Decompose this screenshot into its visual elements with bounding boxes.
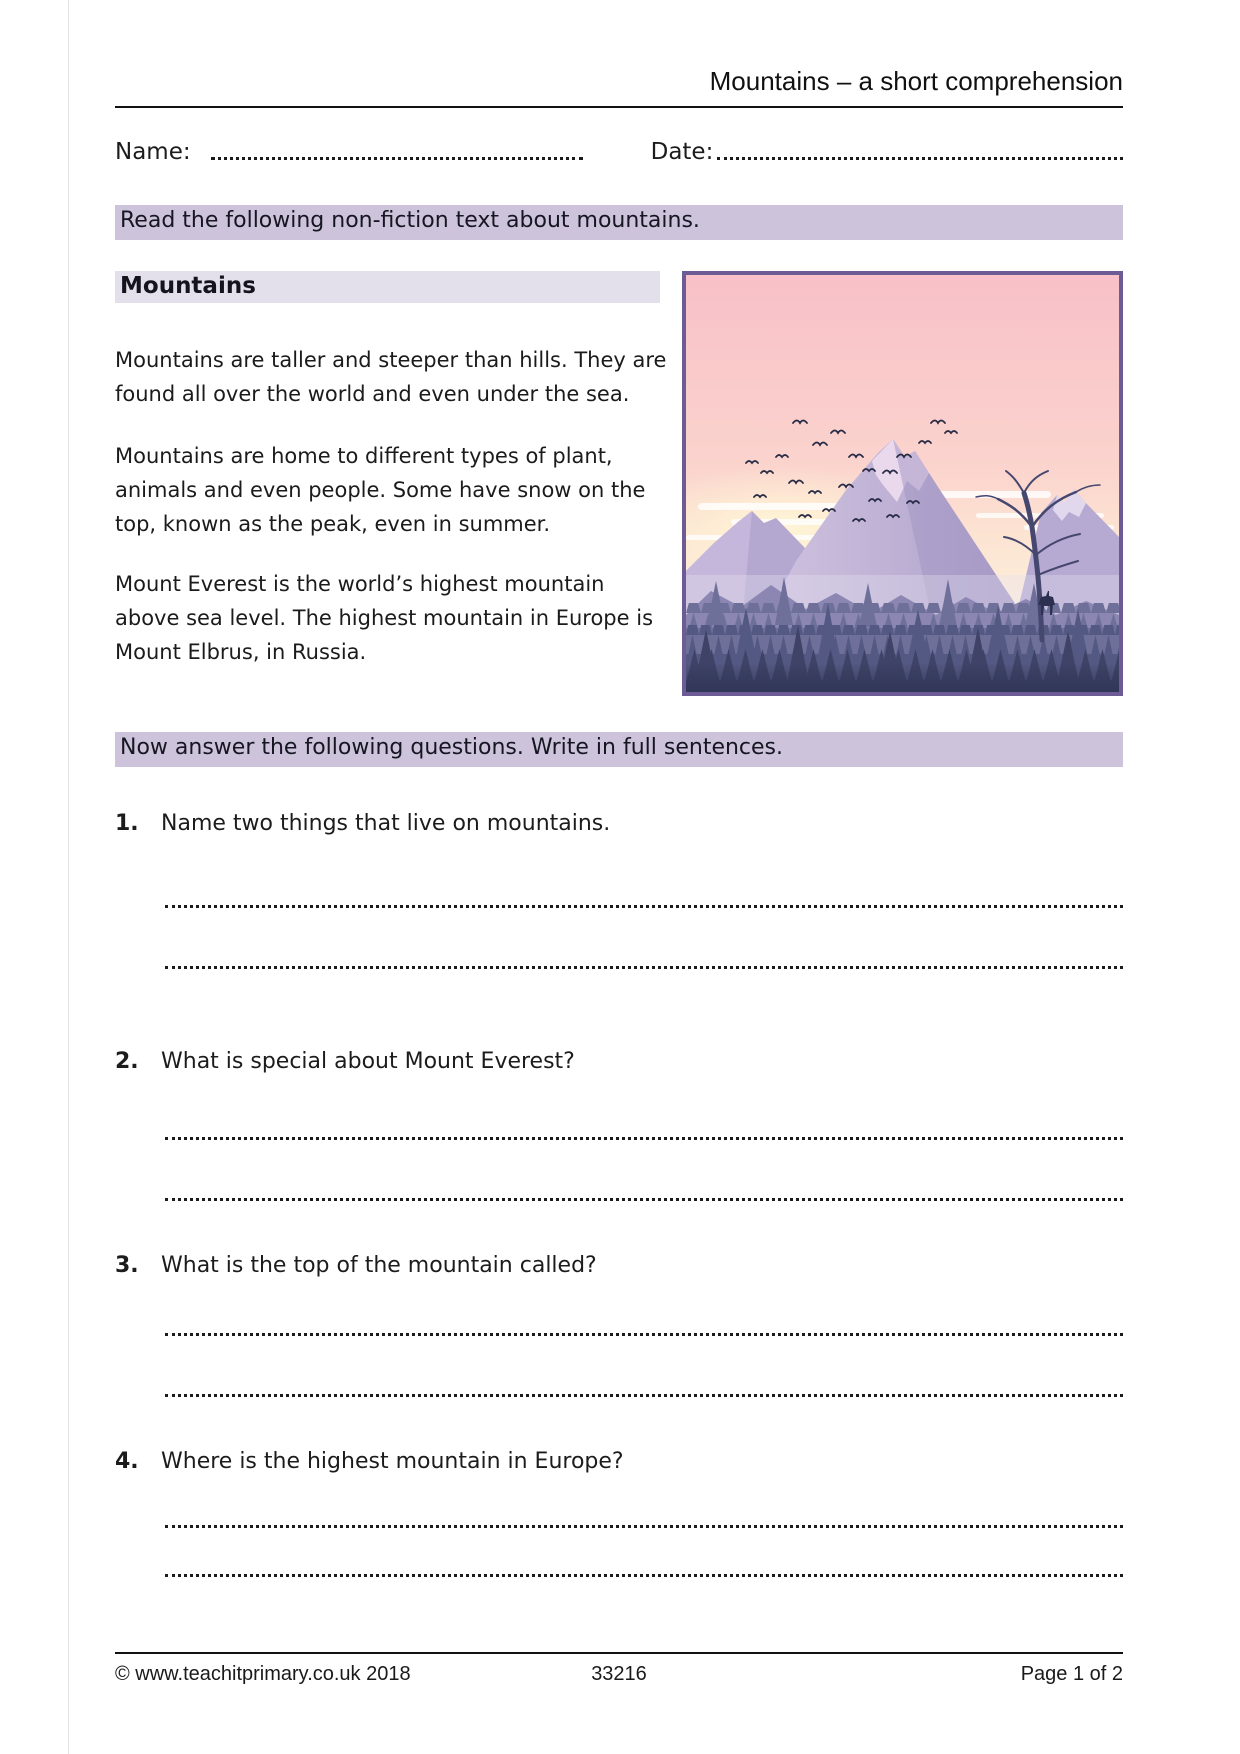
question-1-number: 1. [115,811,139,836]
question-1-answer-line-1[interactable] [165,905,1123,908]
question-1-text: Name two things that live on mountains. [161,811,611,836]
question-3-number: 3. [115,1253,139,1278]
footer-copyright: © www.teachitprimary.co.uk 2018 [115,1663,411,1685]
question-1-answer-line-2[interactable] [165,966,1123,969]
question-3-answer-line-1[interactable] [165,1333,1123,1336]
question-2-text: What is special about Mount Everest? [161,1049,575,1074]
passage-paragraph-2: Mountains are home to different types of plant, animals and even people. Some have snow on the top, known as the peak, even in summer. [115,444,646,536]
passage-paragraph-1: Mountains are taller and steeper than hills. They are found all over the world and even under the sea. [115,348,667,406]
footer-document-id: 33216 [591,1663,647,1685]
name-label: Name: [115,139,191,165]
mountain-landscape-illustration [682,271,1123,696]
passage-heading: Mountains [115,271,660,303]
footer-page-number: Page 1 of 2 [1020,1663,1123,1685]
name-fill-in-line[interactable] [211,157,583,160]
question-4-number: 4. [115,1449,139,1474]
passage-paragraph-3: Mount Everest is the world’s highest mountain above sea level. The highest mountain in Europe is Mount Elbrus, in Russia. [115,572,654,664]
read-instruction-bar: Read the following non-fiction text about mountains. [115,205,1123,240]
question-4-answer-line-2[interactable] [165,1574,1123,1577]
question-3 [115,1251,1123,1397]
page-footer [115,1652,1123,1686]
mountain-illustration-svg [686,275,1119,692]
question-2-answer-line-2[interactable] [165,1198,1123,1201]
passage-section [115,271,1123,704]
name-date-row [115,135,1123,165]
date-label: Date: [650,139,714,165]
question-3-text: What is the top of the mountain called? [161,1253,597,1278]
date-fill-in-line[interactable] [717,157,1123,160]
question-4-text: Where is the highest mountain in Europe? [161,1449,624,1474]
question-2-number: 2. [115,1049,139,1074]
answer-instruction-bar: Now answer the following questions. Write in full sentences. [115,732,1123,767]
question-3-answer-line-2[interactable] [165,1394,1123,1397]
title-rule [115,106,1123,108]
question-4 [115,1447,1123,1577]
question-2-answer-line-1[interactable] [165,1137,1123,1140]
page-edge-line [68,0,69,1754]
question-4-answer-line-1[interactable] [165,1525,1123,1528]
page-title: Mountains – a short comprehension [709,66,1123,96]
question-2 [115,1047,1123,1201]
question-1 [115,809,1123,969]
